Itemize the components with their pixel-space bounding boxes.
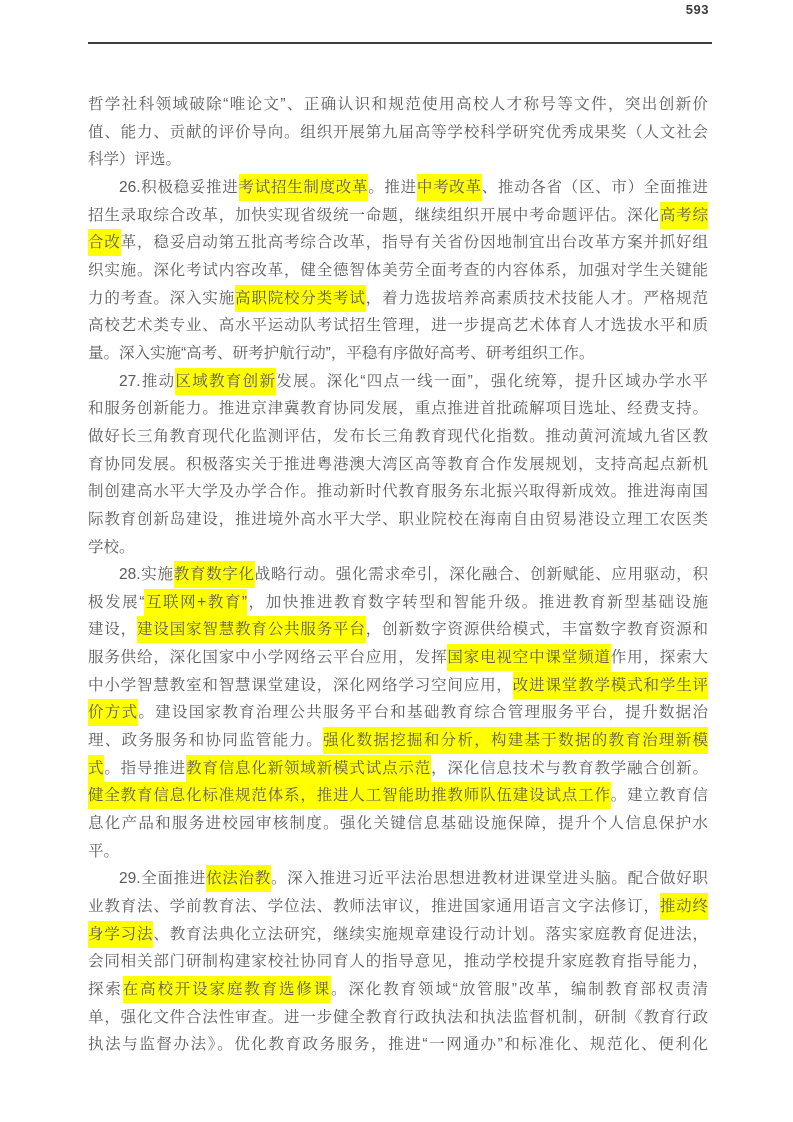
- highlighted-text: 高考综: [660, 202, 708, 229]
- text-segment: 业教育法、学前教育法、学位法、教师法审议，推进国家通用语言文字法修订，: [88, 898, 660, 916]
- highlighted-text: 价方式: [88, 699, 138, 726]
- text-segment: 极发展“: [88, 593, 145, 611]
- text-line: [88, 506, 708, 534]
- text-line: [88, 893, 708, 921]
- highlighted-text: 改进课堂教学模式和学生评: [513, 672, 708, 699]
- text-segment: 哲学社科领域破除“唯论文”、正确认识和规范使用高校人才称号等文件，突出创新价: [88, 96, 708, 113]
- text-segment: 育协同发展。积极落实关于推进粤港澳大湾区高等教育合作发展规划，支持高起点新机: [88, 455, 708, 473]
- highlighted-text: 推动终: [660, 893, 708, 920]
- text-segment: ，加快推进教育数字转型和智能升级。推进教育新型基础设施: [247, 593, 708, 611]
- text-line: [88, 948, 708, 976]
- text-segment: 革，稳妥启动第五批高考综合改革，指导有关省份因地制宜出台改革方案并抓好组: [120, 234, 708, 252]
- text-line: [88, 865, 708, 893]
- text-segment: 单，强化文件合法性审查。进一步健全教育行政执法和执法监督机制，研制《教育行政: [88, 1008, 708, 1026]
- text-segment: 发展。深化“四点一线一面”，强化统筹，提升区域办学水平: [276, 372, 708, 390]
- text-segment: 26.积极稳妥推进: [119, 178, 239, 196]
- document-body: [88, 91, 708, 1059]
- text-segment: 战略行动。强化需求牵引，深化融合、创新赋能、应用驱动，积: [254, 566, 708, 584]
- text-line: [88, 340, 708, 368]
- text-line: [88, 423, 708, 451]
- highlighted-text: 强化数据挖掘和分析，构建基于数据的教育治理新模: [323, 727, 708, 754]
- text-segment: ，深化信息技术与教育教学融合创新。: [431, 759, 708, 777]
- text-line: [88, 478, 708, 506]
- text-line: [88, 782, 708, 810]
- header-rule: [88, 42, 712, 44]
- text-segment: 、推动各省（区、市）全面推进: [481, 178, 708, 196]
- text-segment: 理、政务服务和协同监管能力。: [88, 732, 324, 750]
- page-number: 593: [685, 2, 709, 17]
- text-segment: 平。: [88, 842, 120, 860]
- text-line: [88, 174, 708, 202]
- text-segment: 27.推动: [119, 372, 176, 390]
- text-segment: 、教育法典化立法研究，继续实施规章建设行动计划。落实家庭教育促进法，: [153, 925, 708, 943]
- text-segment: 力的考查。深入实施: [88, 289, 236, 307]
- text-line: [88, 589, 708, 617]
- text-segment: 做好长三角教育现代化监测评估，发布长三角教育现代化指数。推动黄河流域九省区教: [88, 427, 708, 445]
- text-line: [88, 229, 708, 257]
- text-segment: ，着力选拔培养高素质技术技能人才。严格规范: [365, 289, 708, 307]
- text-segment: 。指导推进: [104, 759, 187, 777]
- text-line: [88, 616, 708, 644]
- highlighted-text: 教育信息化新领域新模式试点示范: [186, 755, 431, 782]
- text-line: [88, 672, 708, 700]
- text-line: [88, 119, 708, 147]
- text-segment: 息化产品和服务进校园审核制度。强化关键信息基础设施保障，提升个人信息保护水: [88, 815, 708, 833]
- text-line: [88, 810, 708, 838]
- text-segment: 际教育创新岛建设，推进境外高水平大学、职业院校在海南自由贸易港设立理工农医类: [88, 510, 708, 528]
- text-segment: 29.全面推进: [119, 870, 207, 888]
- text-line: [88, 257, 708, 285]
- text-segment: 。深化教育领域“放管服”改革，编制教育部权责清: [331, 981, 708, 998]
- text-line: [88, 1031, 708, 1059]
- highlighted-text: 国家电视空中课堂频道: [447, 644, 610, 671]
- highlighted-text: 健全教育信息化标准规范体系，推进人工智能助推教师队伍建设试点工作: [88, 782, 611, 809]
- text-segment: ，创新数字资源供给模式，丰富数字教育资源和: [365, 621, 708, 639]
- text-line: [88, 755, 708, 783]
- highlighted-text: 身学习法: [88, 921, 153, 948]
- text-segment: 。推进: [368, 178, 417, 196]
- text-segment: 会同相关部门研制构建家校社协同育人的指导意见，推动学校提升家庭教育指导能力，: [88, 953, 708, 971]
- highlighted-text: 依法治教: [206, 865, 271, 892]
- text-segment: 学校。: [88, 538, 135, 556]
- highlighted-text: 教育数字化: [174, 561, 255, 588]
- text-segment: 织实施。深化考试内容改革，健全德智体美劳全面考查的内容体系，加强对学生关键能: [88, 261, 708, 279]
- text-segment: 科学）评选。: [88, 151, 182, 169]
- highlighted-text: 区域教育创新: [175, 368, 276, 395]
- text-segment: 和服务创新能力。推进京津冀教育协同发展，重点推进首批疏解项目选址、经费支持。: [88, 400, 708, 418]
- text-segment: 制创建高水平大学及办学合作。推动新时代教育服务东北振兴取得新成效。推进海南国: [88, 483, 708, 501]
- text-line: [88, 146, 708, 174]
- text-segment: 执法与监督办法》。优化教育政务服务，推进“一网通办”和标准化、规范化、便利化: [88, 1036, 708, 1054]
- text-line: [88, 368, 708, 396]
- highlighted-text: 在高校开设家庭教育选修课: [123, 976, 331, 1003]
- text-line: [88, 534, 708, 562]
- text-segment: 探索: [88, 981, 123, 998]
- text-segment: 量。深入实施“高考、研考护航行动”，平稳有序做好高考、研考组织工作。: [88, 344, 595, 362]
- text-segment: 招生录取综合改革，加快实现省级统一命题，继续组织开展中考命题评估。深化: [88, 206, 660, 224]
- highlighted-text: 建设国家智慧教育公共服务平台: [137, 616, 366, 643]
- text-segment: 。建立教育信: [610, 787, 708, 805]
- text-line: [88, 838, 708, 866]
- text-segment: 28.实施: [119, 566, 174, 584]
- text-segment: 值、能力、贡献的评价导向。组织开展第九届高等学校科学研究优秀成果奖（人文社会: [88, 123, 708, 141]
- text-line: [88, 976, 708, 1004]
- text-segment: 服务供给，深化国家中小学网络云平台应用，发挥: [88, 649, 448, 667]
- text-segment: 作用，探索大: [610, 649, 708, 667]
- text-segment: 。深入推进习近平法治思想进教材进课堂进头脑。配合做好职: [270, 870, 708, 888]
- text-segment: 。建设国家教育治理公共服务平台和基础教育综合管理服务平台，提升数据治: [138, 704, 708, 722]
- text-line: [88, 699, 708, 727]
- text-segment: 中小学智慧教室和智慧课堂建设，深化网络学习空间应用，: [88, 676, 513, 694]
- text-line: [88, 285, 708, 313]
- text-line: [88, 202, 708, 230]
- highlighted-text: 考试招生制度改革: [239, 174, 369, 201]
- text-segment: 高校艺术类专业、高水平运动队考试招生管理，进一步提高艺术体育人才选拔水平和质: [88, 317, 708, 335]
- highlighted-text: 互联网+教育”: [144, 589, 247, 616]
- highlighted-text: 合改: [88, 229, 121, 256]
- highlighted-text: 式: [88, 755, 104, 782]
- text-line: [88, 727, 708, 755]
- text-line: [88, 451, 708, 479]
- text-line: [88, 395, 708, 423]
- highlighted-text: 中考改革: [417, 174, 482, 201]
- text-line: [88, 561, 708, 589]
- text-line: [88, 1004, 708, 1032]
- text-segment: 建设，: [88, 621, 138, 639]
- highlighted-text: 高职院校分类考试: [235, 285, 366, 312]
- text-line: [88, 91, 708, 119]
- text-line: [88, 644, 708, 672]
- text-line: [88, 921, 708, 949]
- text-line: [88, 312, 708, 340]
